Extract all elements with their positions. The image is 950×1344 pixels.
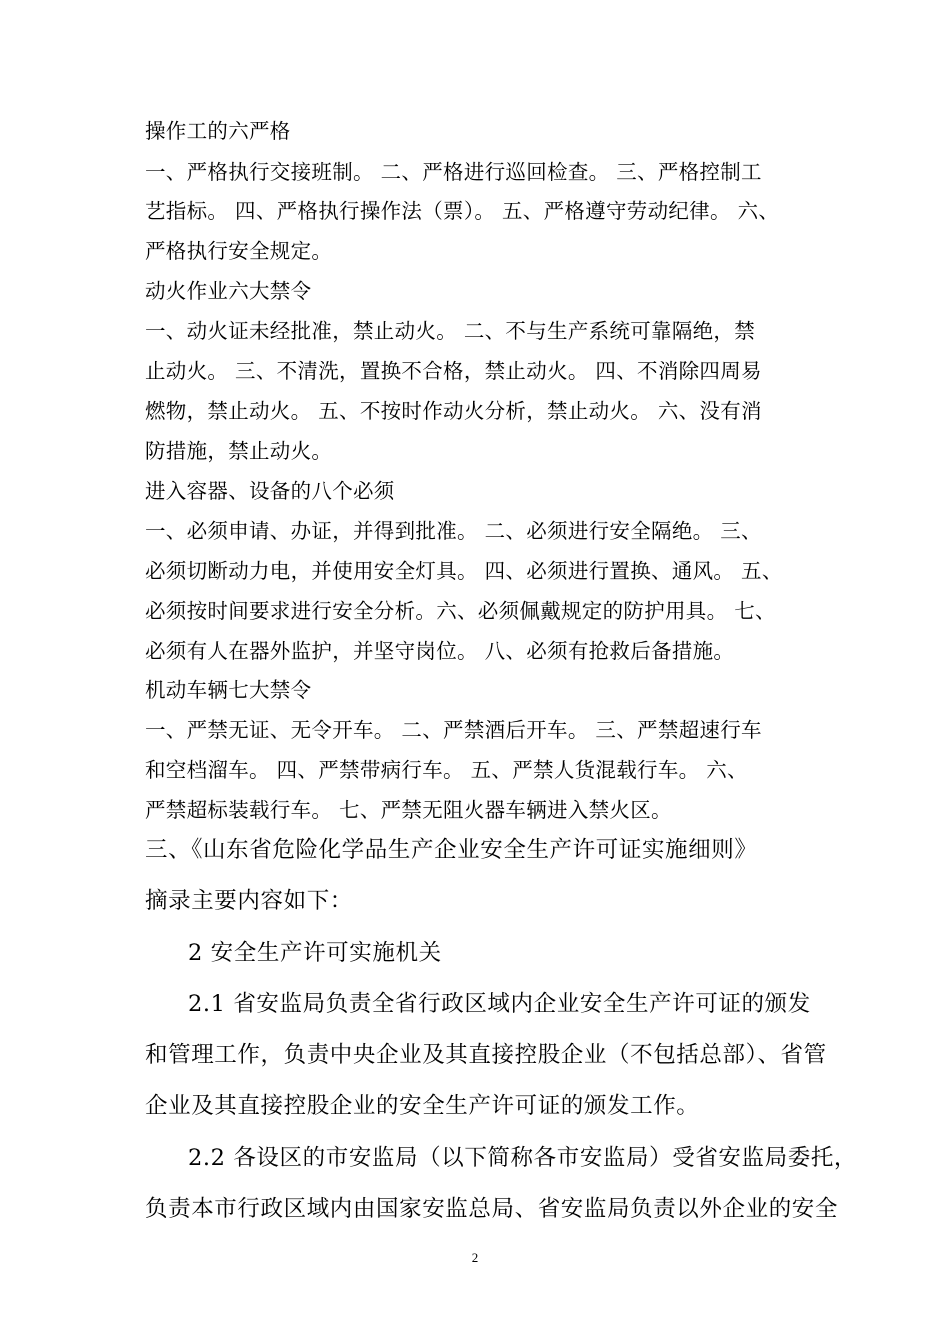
text-line: 2.2 各设区的市安监局（以下简称各市安监局）受省安监局委托， (188, 1145, 858, 1171)
text-line: 负责本市行政区域内由国家安监总局、省安监局负责以外企业的安全 (145, 1196, 839, 1222)
text-line: 一、严禁无证、无令开车。 二、严禁酒后开车。 三、严禁超速行车 (145, 718, 762, 742)
text-line: 2.1 省安监局负责全省行政区域内企业安全生产许可证的颁发 (188, 991, 811, 1017)
text-line: 一、动火证未经批准，禁止动火。 二、不与生产系统可靠隔绝，禁 (145, 319, 756, 343)
heading-operator-six-rules: 操作工的六严格 (145, 119, 291, 143)
text-line: 企业及其直接控股企业的安全生产许可证的颁发工作。 (145, 1093, 700, 1119)
text-line: 止动火。 三、不清洗，置换不合格，禁止动火。 四、不消除四周易 (145, 359, 762, 383)
text-line: 一、必须申请、办证，并得到批准。 二、必须进行安全隔绝。 三、 (145, 519, 762, 543)
text-line: 严格执行安全规定。 (145, 239, 333, 263)
text-line: 必须有人在器外监护，并坚守岗位。 八、必须有抢救后备措施。 (145, 639, 735, 663)
text-line: 必须按时间要求进行安全分析。六、必须佩戴规定的防护用具。 七、 (145, 599, 776, 623)
text-line: 一、严格执行交接班制。 二、严格进行巡回检查。 三、严格控制工 (145, 160, 762, 184)
text-line: 艺指标。 四、严格执行操作法（票）。 五、严格遵守劳动纪律。 六、 (145, 199, 780, 223)
heading-confined-space-musts: 进入容器、设备的八个必须 (145, 479, 395, 503)
subsection-heading: 2 安全生产许可实施机关 (188, 940, 442, 966)
text-line: 防措施，禁止动火。 (145, 439, 333, 463)
page-number: 2 (471, 1250, 479, 1265)
text-line: 摘录主要内容如下： (145, 888, 353, 914)
text-line: 和管理工作，负责中央企业及其直接控股企业（不包括总部）、省管 (145, 1042, 827, 1068)
section-heading-shandong-rules: 三、《山东省危险化学品生产企业安全生产许可证实施细则》 (145, 837, 758, 863)
text-line: 必须切断动力电，并使用安全灯具。 四、必须进行置换、通风。 五、 (145, 559, 783, 583)
heading-hot-work-prohibitions: 动火作业六大禁令 (145, 279, 312, 303)
text-line: 和空档溜车。 四、严禁带病行车。 五、严禁人货混载行车。 六、 (145, 758, 748, 782)
text-line: 严禁超标装载行车。 七、严禁无阻火器车辆进入禁火区。 (145, 798, 672, 822)
text-line: 燃物，禁止动火。 五、不按时作动火分析，禁止动火。 六、没有消 (145, 399, 762, 423)
heading-vehicle-prohibitions: 机动车辆七大禁令 (145, 678, 312, 702)
